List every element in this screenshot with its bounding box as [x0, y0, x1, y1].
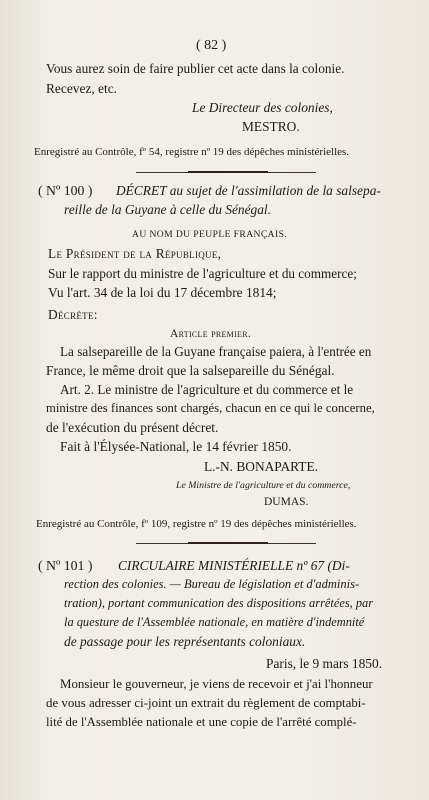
signatory-title: Le Ministre de l'agriculture et du commerce, [176, 480, 351, 491]
section-divider [188, 542, 268, 544]
text-line: Vous aurez soin de faire publier cet acte dans la colonie. [46, 61, 345, 76]
decree-title: DÉCRET au sujet de l'assimilation de la salsepa- [116, 183, 381, 198]
article-heading: Article premier. [170, 328, 252, 340]
text-line: Décrète: [48, 307, 98, 322]
bleed-through-text [409, 30, 427, 220]
circular-date: Paris, le 9 mars 1850. [266, 656, 383, 671]
registration-note: Enregistré au Contrôle, fº 109, registre nº 19 des dépêches ministérielles. [36, 518, 357, 530]
text-line: Monsieur le gouverneur, je viens de recevoir et j'ai l'honneur [60, 677, 373, 691]
text-line: Fait à l'Élysée-National, le 14 février 1850. [60, 439, 292, 454]
circular-title: tration), portant communication des dispositions arrêtées, par [64, 596, 374, 610]
text-line: de vous adresser ci-joint un extrait du règlement de comptabi- [46, 696, 366, 710]
signatory-name: MESTRO. [242, 119, 300, 134]
registration-note: Enregistré au Contrôle, fº 54, registre nº 19 des dépêches ministérielles. [34, 146, 350, 158]
circular-title: de passage pour les représentants coloniaux. [64, 634, 306, 649]
text-line: Le Président de la République, [48, 246, 222, 261]
text-line: Vu l'art. 34 de la loi du 17 décembre 1814; [48, 285, 277, 300]
text-line: Sur le rapport du ministre de l'agriculture et du commerce; [48, 266, 357, 281]
circular-number: ( Nº 101 ) [38, 558, 93, 573]
text-line: de l'exécution du présent décret. [46, 420, 219, 435]
text-line: ministre des finances sont chargés, chacun en ce qui le concerne, [46, 401, 375, 415]
circular-title: rection des colonies. — Bureau de législation et d'adminis- [64, 577, 360, 591]
decree-number: ( Nº 100 ) [38, 183, 93, 198]
decree-heading: AU NOM DU PEUPLE FRANÇAIS. [132, 229, 288, 240]
text-line: Art. 2. Le ministre de l'agriculture et du commerce et le [60, 382, 354, 397]
text-line: Recevez, etc. [46, 81, 117, 96]
text-line: France, le même droit que la salsepareille du Sénégal. [46, 363, 335, 378]
page-number: ( 82 ) [196, 38, 227, 53]
section-divider [188, 171, 268, 173]
decree-title: reille de la Guyane à celle du Sénégal. [64, 202, 271, 217]
circular-title: la questure de l'Assemblée nationale, en matière d'indemnité [64, 615, 365, 629]
text-line: La salsepareille de la Guyane française paiera, à l'entrée en [60, 344, 372, 359]
signatory-name: DUMAS. [264, 496, 309, 508]
signature: L.-N. BONAPARTE. [204, 459, 319, 474]
signatory-title: Le Directeur des colonies, [192, 100, 333, 115]
circular-title: CIRCULAIRE MINISTÉRIELLE nº 67 (Di- [118, 558, 350, 573]
text-line: lité de l'Assemblée nationale et une copie de l'arrêté complé- [46, 715, 357, 729]
